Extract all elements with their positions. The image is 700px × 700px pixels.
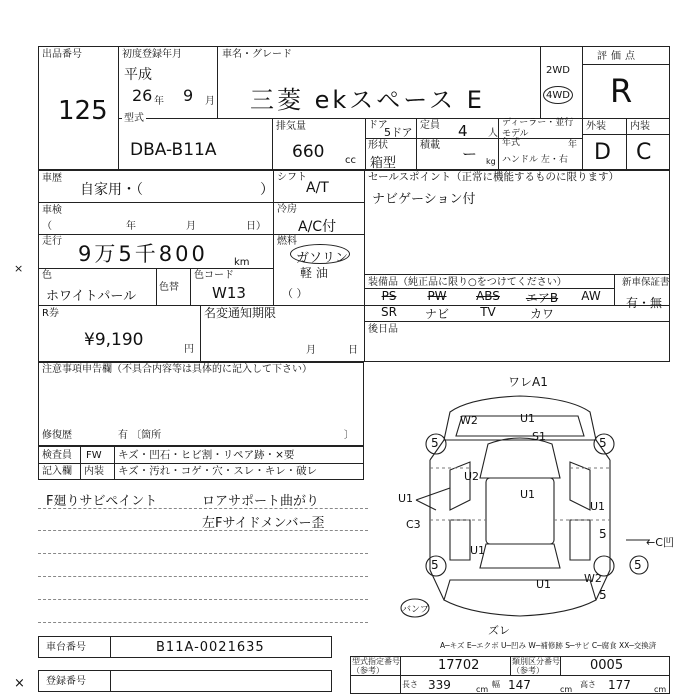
lot-label: 出品番号 <box>42 49 82 60</box>
first-reg-month: 9 <box>183 86 194 105</box>
note-2: ロアサポート曲がり <box>202 494 320 509</box>
post-fit-label: 後日品 <box>368 324 398 335</box>
mark-3: S1 <box>532 430 546 443</box>
equip-sr: SR <box>381 305 397 319</box>
cooler-value: A/C付 <box>298 219 337 235</box>
equip-tv: TV <box>480 305 496 319</box>
evaluation-score: R <box>610 72 633 110</box>
equip-ps: PS <box>381 289 397 303</box>
mark-1: W2 <box>460 414 478 427</box>
mark-8: U1 <box>398 492 414 505</box>
model-code: DBA-B11A <box>130 140 217 160</box>
capacity-value: 4 <box>458 122 468 140</box>
mark-10: U1 <box>590 500 606 513</box>
margin-mark: × <box>14 676 25 691</box>
mark-4: 5 <box>431 436 439 450</box>
equip-pw: PW <box>427 289 447 303</box>
lot-number: 125 <box>58 96 108 126</box>
mark-14: W2 <box>584 572 602 585</box>
shift-value: A/T <box>306 180 329 196</box>
mark-15: U1 <box>536 578 552 591</box>
vehicle-label: 車名・グレード <box>222 49 292 60</box>
vehicle-name: 三菱 ekスペース E <box>250 86 485 114</box>
equip-abs: ABS <box>476 289 500 303</box>
sales-point-label: セールスポイント（正常に機能するものに限ります） <box>368 171 620 183</box>
chassis-number: B11A-0021635 <box>156 640 265 655</box>
mark-7: U1 <box>520 488 536 501</box>
equipment-label: 装備品（純正品に限り○をつけてください） <box>368 277 567 288</box>
exterior-grade: D <box>594 140 611 165</box>
mark-16: ←C凹 <box>646 536 674 549</box>
margin-mark-2: × <box>14 262 24 275</box>
recycle-value: ¥9,190 <box>84 330 144 350</box>
width-value: 147 <box>508 678 531 692</box>
note-3: 左Fサイドメンバー歪 <box>202 516 325 531</box>
class-number: 0005 <box>590 658 624 673</box>
mileage-value: 9万5千800 <box>78 242 208 266</box>
load-value: ー <box>462 145 478 163</box>
color-code: W13 <box>212 284 246 302</box>
damage-legend: A─キズ E─エクボ U─凹み W─補修跡 S─サビ C─腐食 XX─交換済 <box>440 641 657 650</box>
mark-11: 5 <box>599 527 607 541</box>
equip-aw: AW <box>581 289 601 303</box>
mark-18: 5 <box>599 588 607 602</box>
mark-shift: ズレ <box>488 624 510 637</box>
mark-6: U2 <box>464 470 480 483</box>
first-reg-year: 26 <box>132 86 153 105</box>
mark-5: 5 <box>599 436 607 450</box>
equip-navi: ナビ <box>424 307 449 321</box>
displacement-value: 660 <box>292 142 325 162</box>
mark-2: U1 <box>520 412 536 425</box>
evaluation-label: 評価点 <box>597 51 639 62</box>
equip-airbag: エアB <box>525 291 559 305</box>
color-value: ホワイトパール <box>46 289 137 304</box>
height-value: 177 <box>608 678 631 692</box>
shape-value: 箱型 <box>370 156 397 171</box>
equip-leather: カワ <box>529 307 554 321</box>
sales-point-value: ナビゲーション付 <box>372 192 476 207</box>
mark-17: 5 <box>634 558 642 572</box>
warranty-value: 有・無 <box>626 296 663 310</box>
note-1: F廻りサビペイント <box>46 494 158 509</box>
interior-grade: C <box>636 140 652 165</box>
drive-2wd: 2WD <box>546 65 570 76</box>
fuel-gas: ガソリン <box>296 251 349 266</box>
model-spec-number: 17702 <box>438 658 480 673</box>
drive-4wd: 4WD <box>546 90 570 101</box>
mark-12: U1 <box>470 544 486 557</box>
history-value: 自家用・（ <box>80 182 143 198</box>
mark-front-crack: ワレA1 <box>508 375 548 389</box>
mark-bump: バンプ <box>402 605 430 615</box>
length-value: 339 <box>428 678 451 692</box>
repair-value: 有 〔箇所 <box>118 430 162 441</box>
first-reg-era: 平成 <box>124 67 152 83</box>
mark-9: C3 <box>406 518 421 531</box>
remarks-label: 注意事項申告欄（不具合内容等は具体的に記入して下さい） <box>42 364 312 375</box>
doors-value: 5ドア <box>384 126 413 139</box>
mark-13: 5 <box>431 558 439 572</box>
fuel-diesel: 軽 油 <box>300 266 328 280</box>
first-reg-label: 初度登録年月 <box>122 49 182 60</box>
